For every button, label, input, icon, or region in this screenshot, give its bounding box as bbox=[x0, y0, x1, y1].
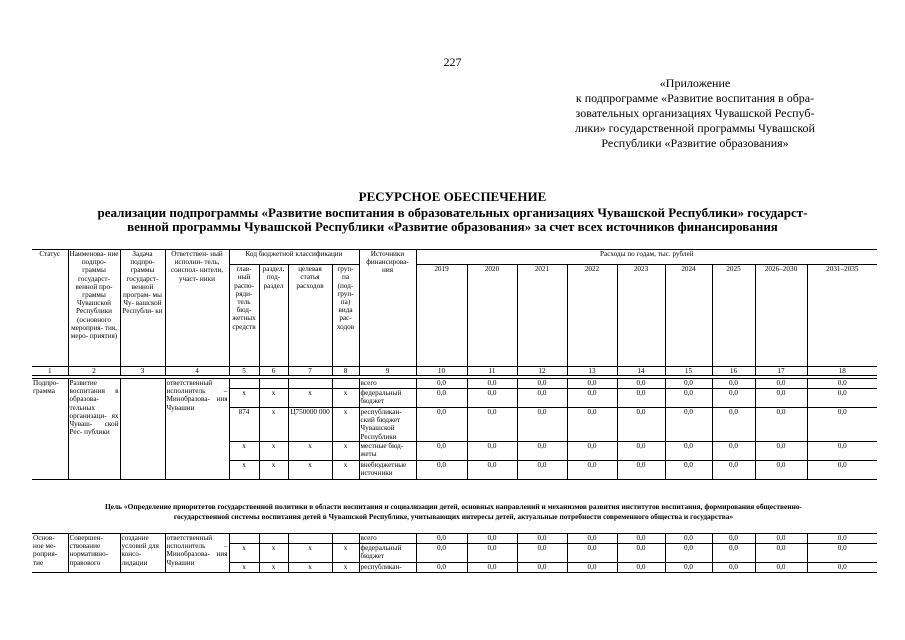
row-code-target bbox=[288, 379, 332, 389]
row-code-main: х bbox=[229, 544, 259, 563]
header-year: 2022 bbox=[567, 265, 617, 367]
header-expenses: Расходы по годам, тыс. рублей bbox=[416, 250, 877, 265]
column-number: 14 bbox=[617, 367, 665, 376]
row-value: 0,0 bbox=[807, 442, 877, 461]
header-budget-code: Код бюджетной классификации bbox=[229, 250, 359, 265]
row-value: 0,0 bbox=[467, 389, 517, 408]
row-value: 0,0 bbox=[665, 379, 712, 389]
header-task: Задача подпро- граммы государст- венной програм- мы Чу- вашской Республи- ки bbox=[120, 250, 165, 367]
row-value: 0,0 bbox=[807, 379, 877, 389]
row-code-section bbox=[259, 379, 288, 389]
row-value: 0,0 bbox=[755, 544, 807, 563]
row-value: 0,0 bbox=[416, 379, 467, 389]
row-code-group: х bbox=[332, 442, 359, 461]
row-source: всего bbox=[359, 534, 416, 544]
row-value: 0,0 bbox=[665, 563, 712, 573]
row-source: всего bbox=[359, 379, 416, 389]
row-value: 0,0 bbox=[567, 389, 617, 408]
row-code-target: Ц750000 000 bbox=[288, 408, 332, 442]
row-source: местные бюд- жеты bbox=[359, 442, 416, 461]
row-responsible: ответственный исполнитель – Минобразова- ния Чувашии bbox=[165, 379, 229, 480]
row-value: 0,0 bbox=[617, 379, 665, 389]
row-value: 0,0 bbox=[807, 408, 877, 442]
row-value: 0,0 bbox=[617, 408, 665, 442]
row-value: 0,0 bbox=[755, 408, 807, 442]
row-code-target: х bbox=[288, 563, 332, 573]
row-value: 0,0 bbox=[416, 408, 467, 442]
row-source: республикан- ский бюджет Чувашской Республики bbox=[359, 408, 416, 442]
row-value: 0,0 bbox=[467, 442, 517, 461]
row-status: Подпро- грамма bbox=[32, 379, 68, 480]
row-value: 0,0 bbox=[517, 379, 567, 389]
header-code-group: груп- па (под- груп- па) вида рас- ходов bbox=[332, 265, 359, 367]
header-year: 2025 bbox=[712, 265, 755, 367]
row-value: 0,0 bbox=[617, 544, 665, 563]
row-code-target: х bbox=[288, 442, 332, 461]
header-year: 2031–2035 bbox=[807, 265, 877, 367]
row-value: 0,0 bbox=[416, 544, 467, 563]
row-value: 0,0 bbox=[617, 461, 665, 480]
column-number: 4 bbox=[165, 367, 229, 376]
row-value: 0,0 bbox=[755, 442, 807, 461]
row-code-group: х bbox=[332, 389, 359, 408]
row-value: 0,0 bbox=[467, 534, 517, 544]
appendix-line: Республики «Развитие образования» bbox=[601, 136, 789, 150]
row-value: 0,0 bbox=[712, 563, 755, 573]
appendix-line: «Приложение bbox=[659, 76, 731, 90]
column-number: 16 bbox=[712, 367, 755, 376]
row-code-main: х bbox=[229, 563, 259, 573]
title-heading: РЕСУРСНОЕ ОБЕСПЕЧЕНИЕ bbox=[358, 189, 547, 204]
row-code-section: х bbox=[259, 389, 288, 408]
row-value: 0,0 bbox=[567, 442, 617, 461]
row-code-main: х bbox=[229, 442, 259, 461]
row-value: 0,0 bbox=[665, 544, 712, 563]
row-value: 0,0 bbox=[517, 389, 567, 408]
row-value: 0,0 bbox=[665, 534, 712, 544]
page-number: 227 bbox=[443, 55, 462, 69]
row-code-section: х bbox=[259, 442, 288, 461]
row-value: 0,0 bbox=[567, 534, 617, 544]
row-code-main: х bbox=[229, 461, 259, 480]
row-value: 0,0 bbox=[755, 534, 807, 544]
header-year: 2024 bbox=[665, 265, 712, 367]
appendix-line: лики» государственной программы Чувашской bbox=[575, 121, 815, 135]
goal-text bbox=[32, 502, 875, 521]
row-value: 0,0 bbox=[665, 461, 712, 480]
row-value: 0,0 bbox=[712, 389, 755, 408]
row-value: 0,0 bbox=[807, 389, 877, 408]
row-value: 0,0 bbox=[807, 534, 877, 544]
row-value: 0,0 bbox=[567, 408, 617, 442]
appendix-line: зовательных организациях Чувашской Респуб- bbox=[575, 106, 815, 120]
row-source: внебюджетные источники bbox=[359, 461, 416, 480]
header-sources: Источники финансирова- ния bbox=[359, 250, 416, 367]
row-code-section: х bbox=[259, 408, 288, 442]
row-value: 0,0 bbox=[416, 389, 467, 408]
column-number: 10 bbox=[416, 367, 467, 376]
row-code-group: х bbox=[332, 408, 359, 442]
column-number: 3 bbox=[120, 367, 165, 376]
row-value: 0,0 bbox=[665, 442, 712, 461]
header-year: 2019 bbox=[416, 265, 467, 367]
row-value: 0,0 bbox=[517, 461, 567, 480]
row-value: 0,0 bbox=[617, 442, 665, 461]
row-code-target: х bbox=[288, 389, 332, 408]
header-year: 2023 bbox=[617, 265, 665, 367]
appendix-note bbox=[545, 76, 845, 151]
column-number: 15 bbox=[665, 367, 712, 376]
subprogram-block bbox=[32, 378, 877, 480]
row-code-group: х bbox=[332, 461, 359, 480]
appendix-line: к подпрограмме «Развитие воспитания в обра- bbox=[575, 91, 815, 105]
row-value: 0,0 bbox=[517, 544, 567, 563]
row-value: 0,0 bbox=[712, 408, 755, 442]
row-task bbox=[120, 379, 165, 480]
row-value: 0,0 bbox=[712, 379, 755, 389]
main-activity-block bbox=[32, 533, 877, 573]
row-code-section: х bbox=[259, 544, 288, 563]
row-value: 0,0 bbox=[416, 534, 467, 544]
row-task: создание условий для консо- лидации bbox=[120, 534, 165, 573]
title-line: венной программы Чувашской Республики «Развитие образования» за счет всех источников финансирования bbox=[127, 219, 778, 234]
row-value: 0,0 bbox=[617, 389, 665, 408]
row-value: 0,0 bbox=[755, 379, 807, 389]
row-code-section bbox=[259, 534, 288, 544]
row-value: 0,0 bbox=[755, 461, 807, 480]
header-name: Наименова- ние подпро- граммы государст- венной про- граммы Чувашской Республики (основного мероприя- тия, меро- приятия) bbox=[68, 250, 120, 367]
row-source: республикан- bbox=[359, 563, 416, 573]
row-value: 0,0 bbox=[755, 389, 807, 408]
row-code-main bbox=[229, 379, 259, 389]
header-responsible: Ответствен- ный исполни- тель, соиспол- нители, участ- ники bbox=[165, 250, 229, 367]
goal-line: государственной системы воспитания детей в Чувашской Республике, учитывающих интересы детей, актуальные потребности современного общества и государства» bbox=[173, 511, 734, 521]
header-code-main: глав- ный распо- ряди- тель бюд- жетных средств bbox=[229, 265, 259, 367]
row-code-main bbox=[229, 534, 259, 544]
row-value: 0,0 bbox=[617, 563, 665, 573]
column-number: 2 bbox=[68, 367, 120, 376]
row-value: 0,0 bbox=[807, 544, 877, 563]
header-code-section: раздел, под- раздел bbox=[259, 265, 288, 367]
row-code-target bbox=[288, 534, 332, 544]
column-number: 12 bbox=[517, 367, 567, 376]
row-code-group bbox=[332, 379, 359, 389]
row-value: 0,0 bbox=[712, 544, 755, 563]
row-value: 0,0 bbox=[416, 563, 467, 573]
row-code-group bbox=[332, 534, 359, 544]
row-code-group: х bbox=[332, 563, 359, 573]
row-value: 0,0 bbox=[567, 379, 617, 389]
column-number: 17 bbox=[755, 367, 807, 376]
column-number: 1 bbox=[32, 367, 68, 376]
row-value: 0,0 bbox=[467, 408, 517, 442]
row-name: Развитие воспитания в образова- тельных организаци- ях Чуваш- ской Рес- публики bbox=[68, 379, 120, 480]
row-name: Совершен- ствование нормативно- правового bbox=[68, 534, 120, 573]
row-value: 0,0 bbox=[755, 563, 807, 573]
row-value: 0,0 bbox=[517, 563, 567, 573]
row-code-section: х bbox=[259, 461, 288, 480]
row-code-group: х bbox=[332, 544, 359, 563]
row-value: 0,0 bbox=[807, 461, 877, 480]
table-row bbox=[32, 534, 877, 544]
row-value: 0,0 bbox=[807, 563, 877, 573]
column-number: 7 bbox=[288, 367, 332, 376]
column-number: 9 bbox=[359, 367, 416, 376]
column-number: 13 bbox=[567, 367, 617, 376]
row-value: 0,0 bbox=[467, 461, 517, 480]
row-code-main: х bbox=[229, 389, 259, 408]
resource-table-header bbox=[32, 249, 877, 376]
row-code-section: х bbox=[259, 563, 288, 573]
title-line: реализации подпрограммы «Развитие воспитания в образовательных организациях Чувашской Республики» государст- bbox=[97, 204, 808, 220]
row-value: 0,0 bbox=[567, 461, 617, 480]
header-year: 2020 bbox=[467, 265, 517, 367]
row-value: 0,0 bbox=[517, 534, 567, 544]
column-number: 5 bbox=[229, 367, 259, 376]
row-value: 0,0 bbox=[467, 563, 517, 573]
row-code-main: 874 bbox=[229, 408, 259, 442]
column-number: 6 bbox=[259, 367, 288, 376]
document-title bbox=[40, 190, 865, 235]
table-row bbox=[32, 379, 877, 389]
row-source: федеральный бюджет bbox=[359, 389, 416, 408]
row-source: федеральный бюджет bbox=[359, 544, 416, 563]
header-year: 2026–2030 bbox=[755, 265, 807, 367]
goal-line: Цель «Определение приоритетов государственной политики в области воспитания и социализации детей, основных направлений и механизмов развития институтов воспитания, формирования общественно- bbox=[104, 502, 803, 511]
row-code-target: х bbox=[288, 544, 332, 563]
row-value: 0,0 bbox=[617, 534, 665, 544]
row-value: 0,0 bbox=[416, 442, 467, 461]
header-status: Статус bbox=[32, 250, 68, 367]
header-year: 2021 bbox=[517, 265, 567, 367]
row-value: 0,0 bbox=[567, 544, 617, 563]
column-number: 8 bbox=[332, 367, 359, 376]
row-value: 0,0 bbox=[665, 389, 712, 408]
row-status: Основ- ное ме- роприя- тие bbox=[32, 534, 68, 573]
row-value: 0,0 bbox=[712, 442, 755, 461]
row-value: 0,0 bbox=[467, 544, 517, 563]
row-responsible: ответственный исполнитель – Минобразова- ния Чувашии bbox=[165, 534, 229, 573]
row-value: 0,0 bbox=[517, 442, 567, 461]
column-number: 18 bbox=[807, 367, 877, 376]
header-code-target: целевая статья расходов bbox=[288, 265, 332, 367]
row-value: 0,0 bbox=[467, 379, 517, 389]
row-value: 0,0 bbox=[712, 534, 755, 544]
row-value: 0,0 bbox=[665, 408, 712, 442]
row-code-target: х bbox=[288, 461, 332, 480]
column-number: 11 bbox=[467, 367, 517, 376]
row-value: 0,0 bbox=[567, 563, 617, 573]
row-value: 0,0 bbox=[712, 461, 755, 480]
row-value: 0,0 bbox=[517, 408, 567, 442]
row-value: 0,0 bbox=[416, 461, 467, 480]
